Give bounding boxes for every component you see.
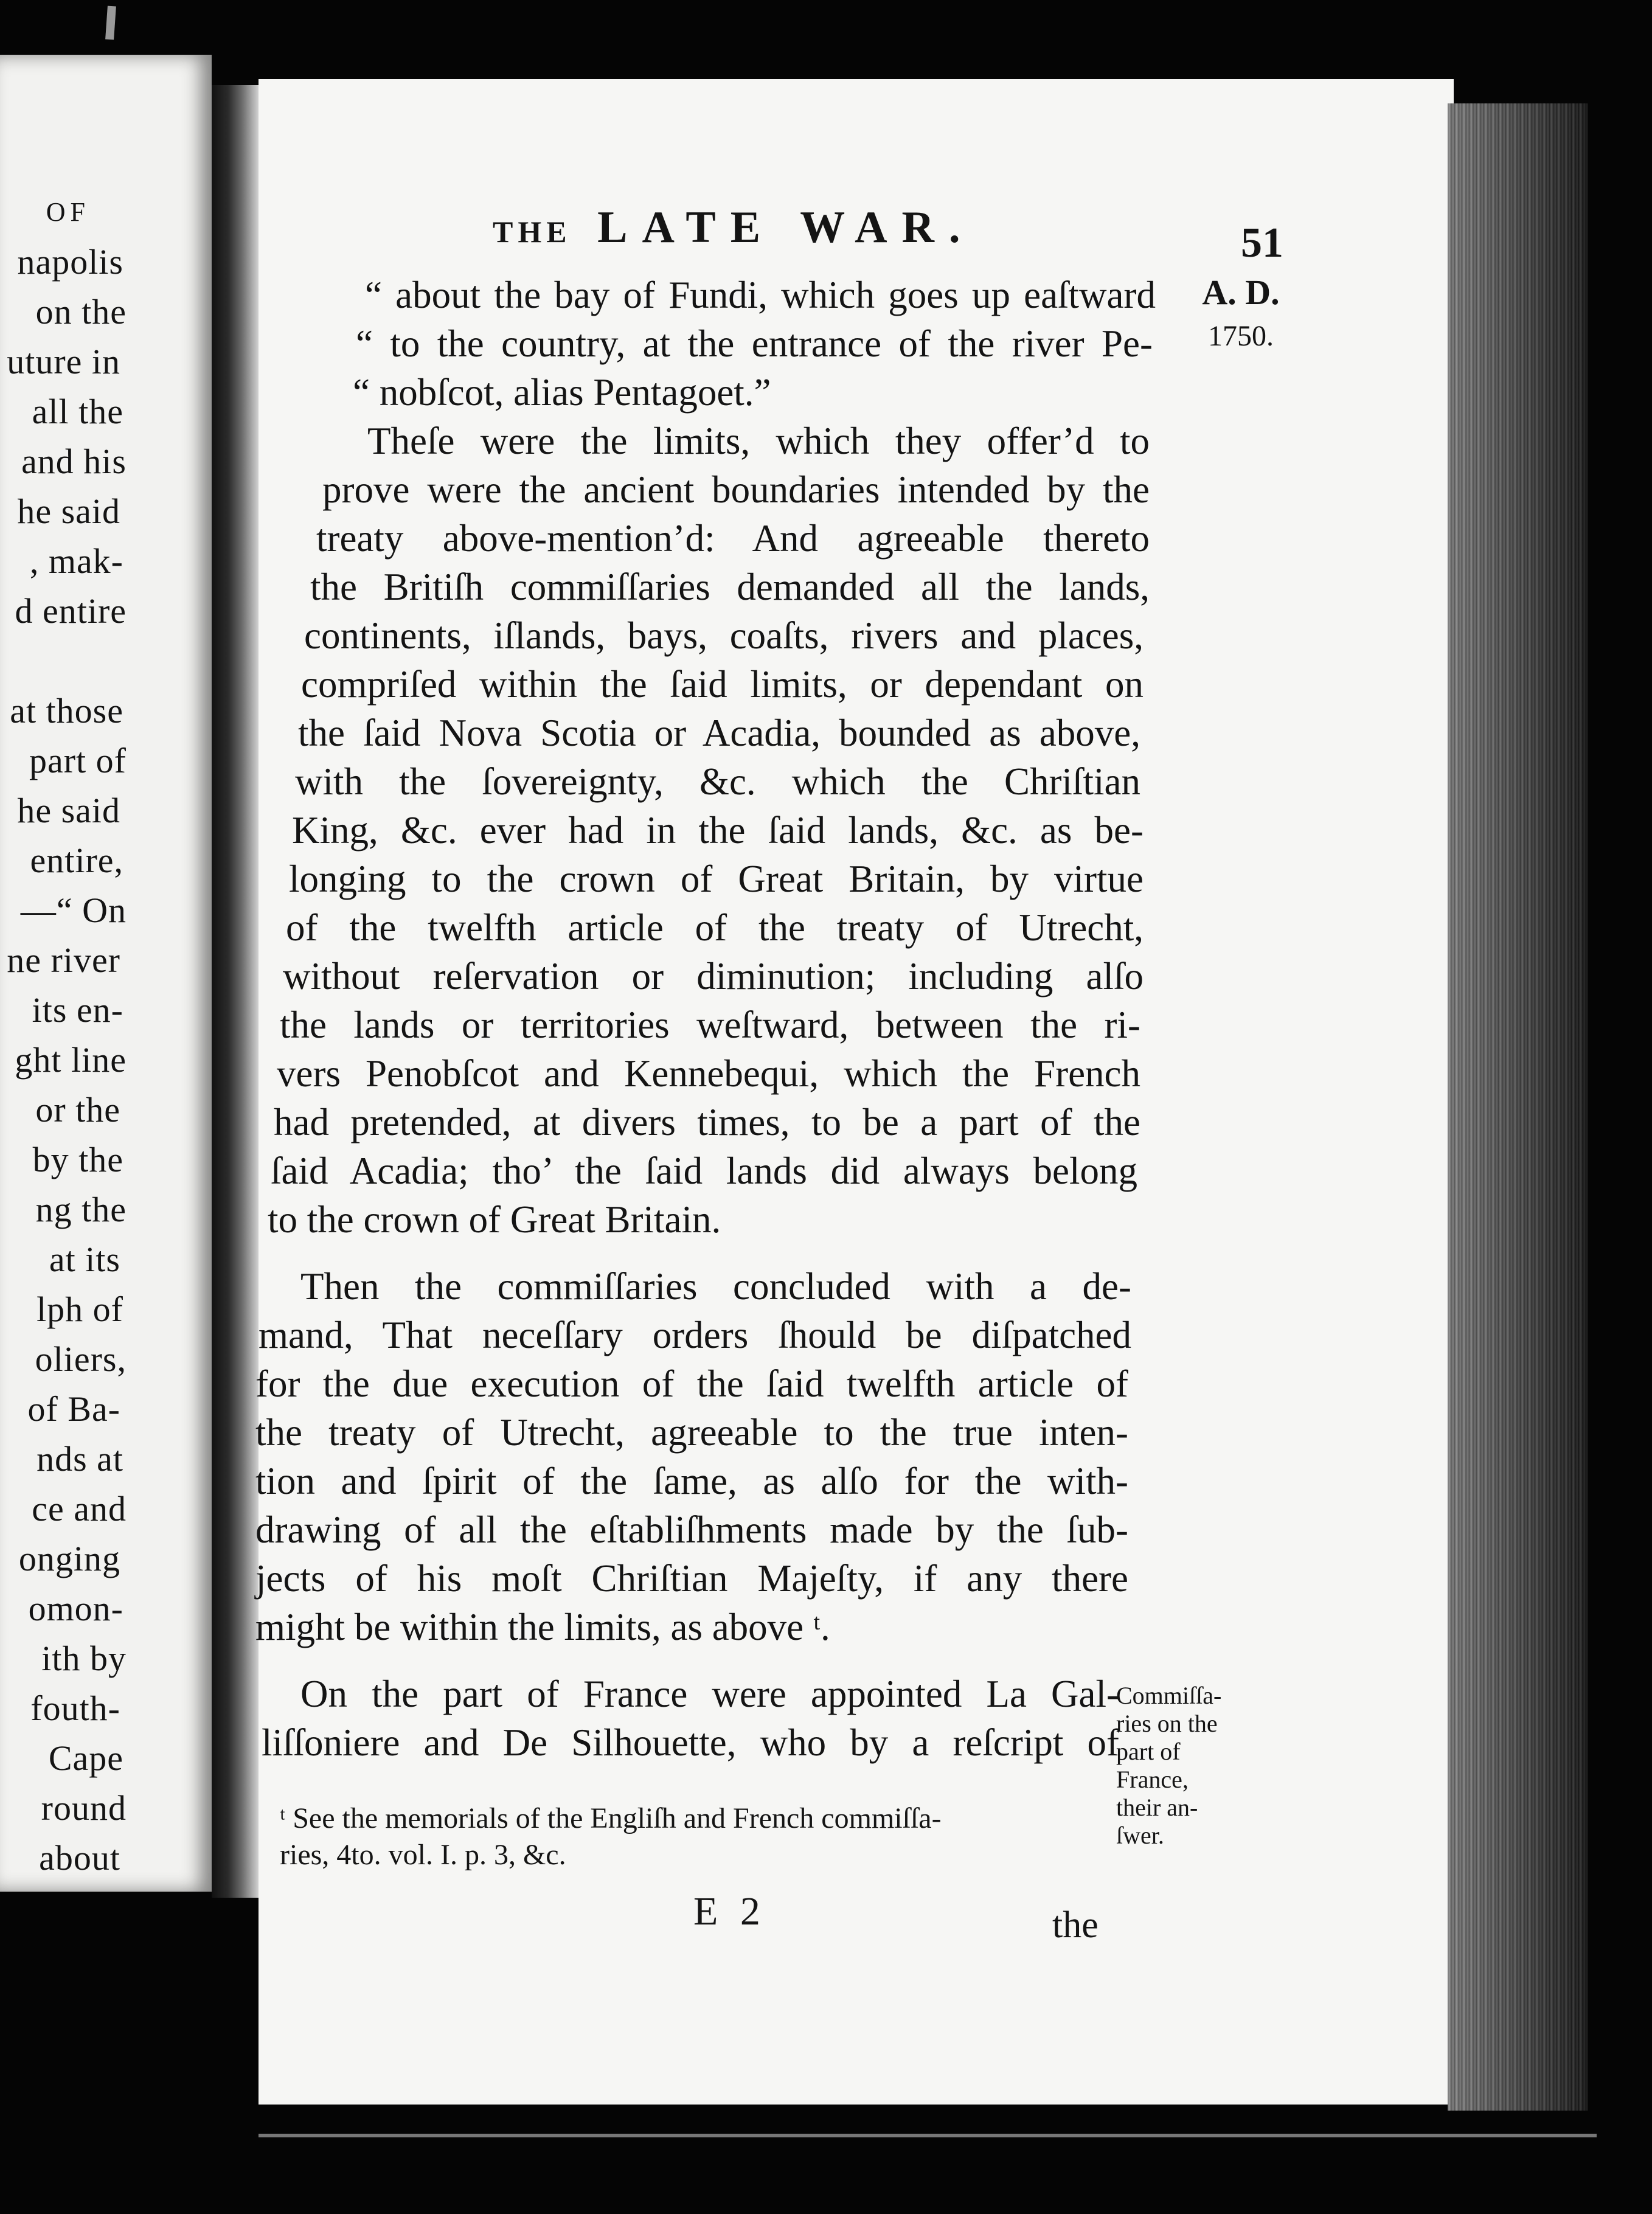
left-page-line: of Ba-: [27, 1389, 120, 1429]
body-line: “ about the bay of Fundi, which goes up eaſtward: [365, 274, 1156, 316]
left-page-line: at those: [10, 691, 123, 730]
body-line: to the crown of Great Britain.: [268, 1198, 721, 1241]
left-page-line: and his: [21, 442, 127, 481]
side-note-line: ſwer.: [1116, 1822, 1164, 1849]
catchword: the: [1052, 1904, 1098, 1946]
left-page-line: part of: [29, 741, 127, 780]
body-line: with the ſovereignty, &c. which the Chriſtian: [295, 760, 1140, 803]
running-head: [493, 202, 974, 254]
body-line: of the twelfth article of the treaty of Utrecht,: [286, 906, 1144, 949]
left-page-line: —“ On: [20, 890, 127, 930]
body-line: “ to the country, at the entrance of the river Pe-: [356, 322, 1153, 365]
left-page-line: he said: [17, 491, 120, 531]
signature-mark: E 2: [693, 1889, 766, 1934]
body-line: might be within the limits, as above ᵗ.: [255, 1606, 830, 1648]
margin-date-year: 1750.: [1208, 320, 1274, 352]
body-line: had pretended, at divers times, to be a part of the: [274, 1101, 1140, 1143]
body-line: the treaty of Utrecht, agreeable to the true inten-: [255, 1411, 1128, 1454]
left-page-line: about: [39, 1838, 120, 1878]
left-page-line: fouth-: [30, 1688, 120, 1728]
running-head-article: THE: [493, 215, 572, 249]
corner-mark: [105, 6, 116, 40]
body-line: mand, That neceſſary orders ſhould be diſpatched: [259, 1314, 1131, 1356]
left-page-line: by the: [32, 1140, 123, 1179]
body-line: “ nobſcot, alias Pentagoet.”: [353, 371, 771, 414]
footnote-line: ᵗ See the memorials of the Engliſh and French commiſſa-: [280, 1802, 942, 1834]
body-line: for the due execution of the ſaid twelfth article of: [255, 1362, 1128, 1405]
footnote-line: ries, 4to. vol. I. p. 3, &c.: [280, 1839, 566, 1871]
bottom-edge-line: [259, 2134, 1597, 2137]
margin-date-label: A. D.: [1202, 272, 1280, 312]
left-page-line: uture in: [7, 342, 120, 381]
body-line: the ſaid Nova Scotia or Acadia, bounded as above,: [298, 712, 1140, 754]
left-page-line: or the: [35, 1090, 120, 1130]
body-line: King, &c. ever had in the ſaid lands, &c. as be-: [292, 809, 1144, 852]
body-line: drawing of all the eſtabliſhments made by the ſub-: [255, 1508, 1128, 1551]
left-page-line: all the: [32, 392, 123, 431]
body-line: continents, iſlands, bays, coaſts, rivers and places,: [304, 614, 1144, 657]
left-page-line: entire,: [30, 841, 123, 880]
body-line: tion and ſpirit of the ſame, as alſo for the with-: [255, 1460, 1128, 1502]
left-page-line: at its: [49, 1240, 120, 1279]
side-note-line: Commiſſa-: [1116, 1682, 1222, 1709]
body-line: liſſoniere and De Silhouette, who by a reſcript of: [262, 1721, 1119, 1764]
body-line: the Britiſh commiſſaries demanded all the lands,: [310, 566, 1150, 608]
side-note-line: part of: [1116, 1738, 1181, 1765]
left-page-line: ce and: [32, 1489, 127, 1529]
footnote: [280, 1800, 1144, 1873]
page-edge-shading: [1448, 103, 1588, 2111]
body-line: vers Penobſcot and Kennebequi, which the French: [277, 1052, 1140, 1095]
left-page-line: ng the: [35, 1190, 127, 1229]
left-page-line: Cape: [48, 1738, 123, 1778]
left-page-line: ne river: [7, 940, 120, 980]
left-page-line: napolis: [17, 242, 123, 282]
left-page-line: round: [41, 1788, 127, 1828]
left-page-line: he said: [17, 791, 120, 830]
left-page-line: onging: [18, 1539, 120, 1578]
running-head-title: LATE WAR.: [597, 203, 975, 252]
left-page-line: OF: [46, 197, 90, 227]
side-note-line: France,: [1116, 1766, 1189, 1793]
left-page-line: lph of: [36, 1289, 123, 1329]
left-page-line: ght line: [15, 1040, 127, 1080]
left-page-line: ith by: [41, 1639, 127, 1678]
left-page-line: its en-: [32, 990, 123, 1030]
left-page-line: nds at: [36, 1439, 123, 1479]
body-line: Then the commiſſaries concluded with a de-: [300, 1265, 1131, 1308]
body-line: prove were the ancient boundaries intended by the: [322, 468, 1150, 511]
body-line: ſaid Acadia; tho’ the ſaid lands did always belong: [271, 1150, 1137, 1192]
left-page: [0, 55, 212, 1892]
body-line: longing to the crown of Great Britain, by virtue: [289, 858, 1144, 900]
side-note-line: their an-: [1116, 1794, 1198, 1821]
page-number: 51: [1241, 220, 1283, 266]
left-page-line: oliers,: [35, 1339, 127, 1379]
side-note-line: ries on the: [1116, 1710, 1218, 1737]
left-page-line: d entire: [15, 591, 127, 631]
body-line: compriſed within the ſaid limits, or dependant on: [301, 663, 1144, 706]
body-line: without reſervation or diminution; including alſo: [283, 955, 1144, 998]
body-line: jects of his moſt Chriſtian Majeſty, if any there: [255, 1557, 1128, 1600]
left-page-line: , mak-: [29, 541, 123, 581]
left-page-line: omon-: [28, 1589, 123, 1628]
left-page-line: on the: [35, 292, 127, 331]
body-line: On the part of France were appointed La Gal-: [300, 1673, 1119, 1715]
margin-date: [1192, 271, 1289, 358]
body-line: the lands or territories weſtward, between the ri-: [280, 1004, 1140, 1046]
body-line: treaty above-mention’d: And agreeable thereto: [316, 517, 1150, 560]
body-line: Theſe were the limits, which they offer’d to: [367, 420, 1150, 462]
